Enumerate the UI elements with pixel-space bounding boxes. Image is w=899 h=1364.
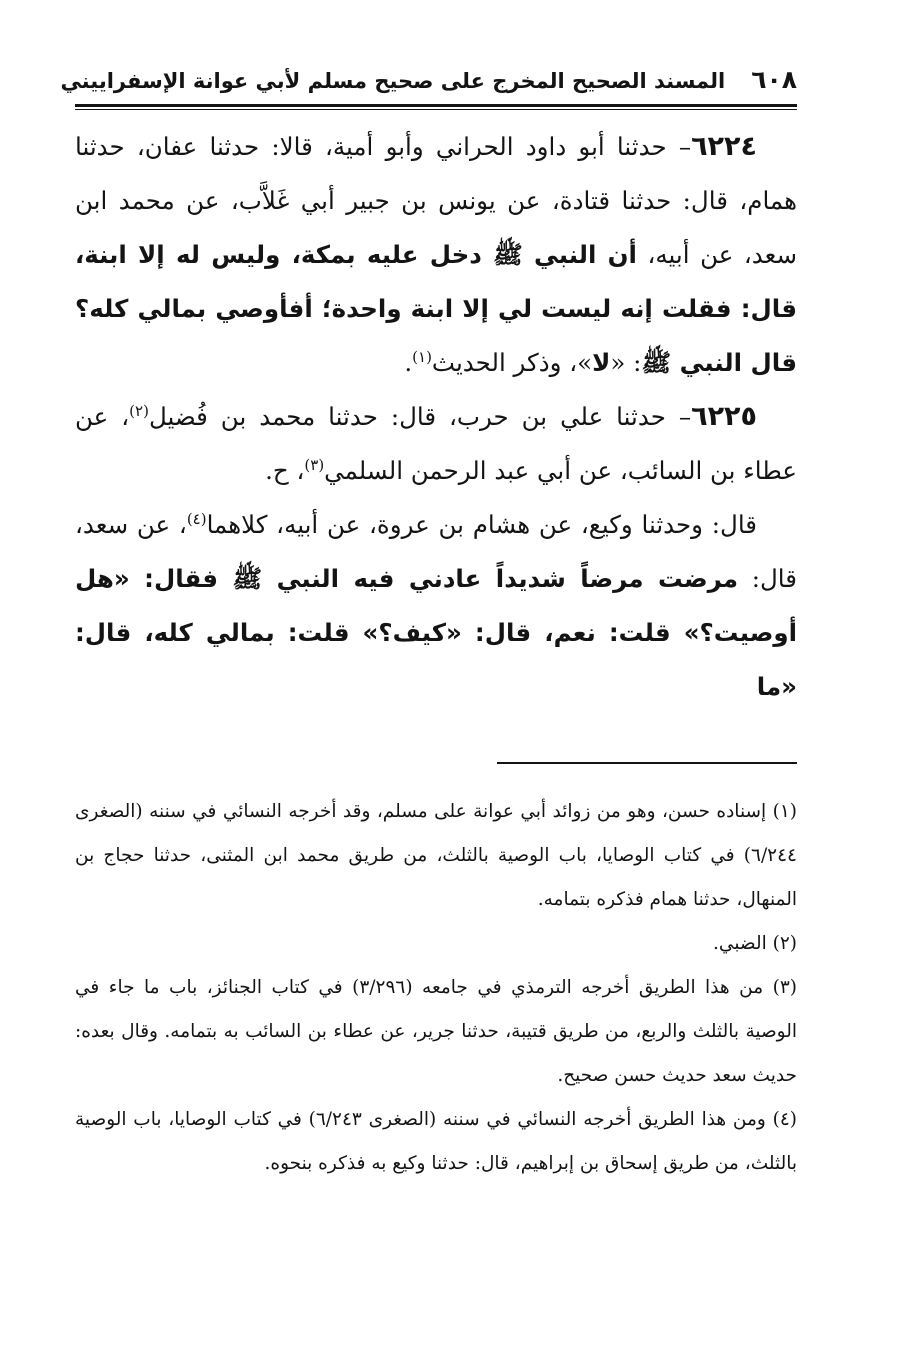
running-header (60, 58, 797, 102)
footnote-ref[interactable]: (١) (412, 347, 432, 366)
book-title: المسند الصحيح المخرج على صحيح مسلم لأبي عوانة الإسفراييني (60, 69, 726, 93)
footnote-3: (٣) من هذا الطريق أخرجه الترمذي في جامعه (٣/٢٩٦) في كتاب الجنائز، باب ما جاء في الوصية بالثلث والربع، من طريق قتيبة، حدثنا جرير، عن عطاء بن السائب به بتمامه. وقال بعده: حديث سعد حديث حسن صحيح. (75, 977, 797, 1086)
hadith-matn-bold: مرضت مرضاً شديداً عادني فيه النبي ﷺ فقال: «هل أوصيت؟» قلت: نعم، قال: «كيف؟» قلت: بمالي كله، قال: «ما (75, 564, 797, 701)
hadith-text: »، وذكر الحديث (431, 348, 593, 377)
hadith-text: قال: وحدثنا وكيع، عن هشام بن عروة، عن أبيه، كلاهما (206, 510, 757, 539)
footnote-1: (١) إسناده حسن، وهو من زوائد أبي عوانة على مسلم، وقد أخرجه النسائي في سننه (الصغرى ٦/٢٤٤) في كتاب الوصايا، باب الوصية بالثلث، من طريق محمد ابن المثنى، حدثنا حجاج بن المنهال، حدثنا همام فذكره بتمامه. (75, 801, 797, 910)
hadith-number: ٦٢٢٥ (691, 401, 758, 432)
footnotes (75, 790, 797, 1186)
hadith-text: – حدثنا أبو داود الحراني وأبو أمية، قالا: حدثنا عفان، حدثنا همام، قال: حدثنا قتادة، عن يونس بن جبير أبي غَلاَّب، عن محمد ابن سعد، عن أبيه، (75, 132, 797, 269)
hadith-text: ، عن سعد، قال: (75, 510, 797, 593)
main-text (75, 120, 797, 714)
hadith-text: . (404, 348, 413, 377)
hadith-text: ، عن عطاء بن السائب، عن أبي عبد الرحمن السلمي (75, 402, 797, 485)
page-number: ٦٠٨ (751, 65, 797, 94)
header-rule-thin (75, 109, 797, 110)
hadith-text: : « (610, 348, 642, 377)
hadith-paragraph (75, 390, 797, 498)
footnote-ref[interactable]: (٣) (304, 455, 325, 474)
header-rule (75, 104, 797, 107)
hadith-number: ٦٢٢٤ (691, 131, 757, 162)
hadith-text: – حدثنا علي بن حرب، قال: حدثنا محمد بن فُضيل (148, 402, 692, 431)
footnote-separator (497, 762, 797, 764)
footnote-4: (٤) ومن هذا الطريق أخرجه النسائي في سننه (الصغرى ٦/٢٤٣) في كتاب الوصايا، باب الوصية بالثلث، من طريق إسحاق بن إبراهيم، قال: حدثنا وكيع به فذكره بنحوه. (75, 1109, 797, 1174)
footnote-2: (٢) الضبي. (713, 933, 797, 954)
footnote-ref[interactable]: (٢) (129, 401, 149, 420)
footnote-ref[interactable]: (٤) (186, 509, 207, 528)
hadith-matn-bold: لا (592, 348, 611, 377)
hadith-paragraph (75, 120, 797, 390)
hadith-text: ، ح. (265, 456, 305, 485)
hadith-paragraph (75, 498, 797, 714)
hadith-matn-bold: أن النبي ﷺ دخل عليه بمكة، وليس له إلا ابنة، قال: فقلت إنه ليست لي إلا ابنة واحدة؛ أفأوصي بمالي كله؟ قال النبي ﷺ (75, 240, 797, 377)
book-page (60, 58, 797, 1186)
